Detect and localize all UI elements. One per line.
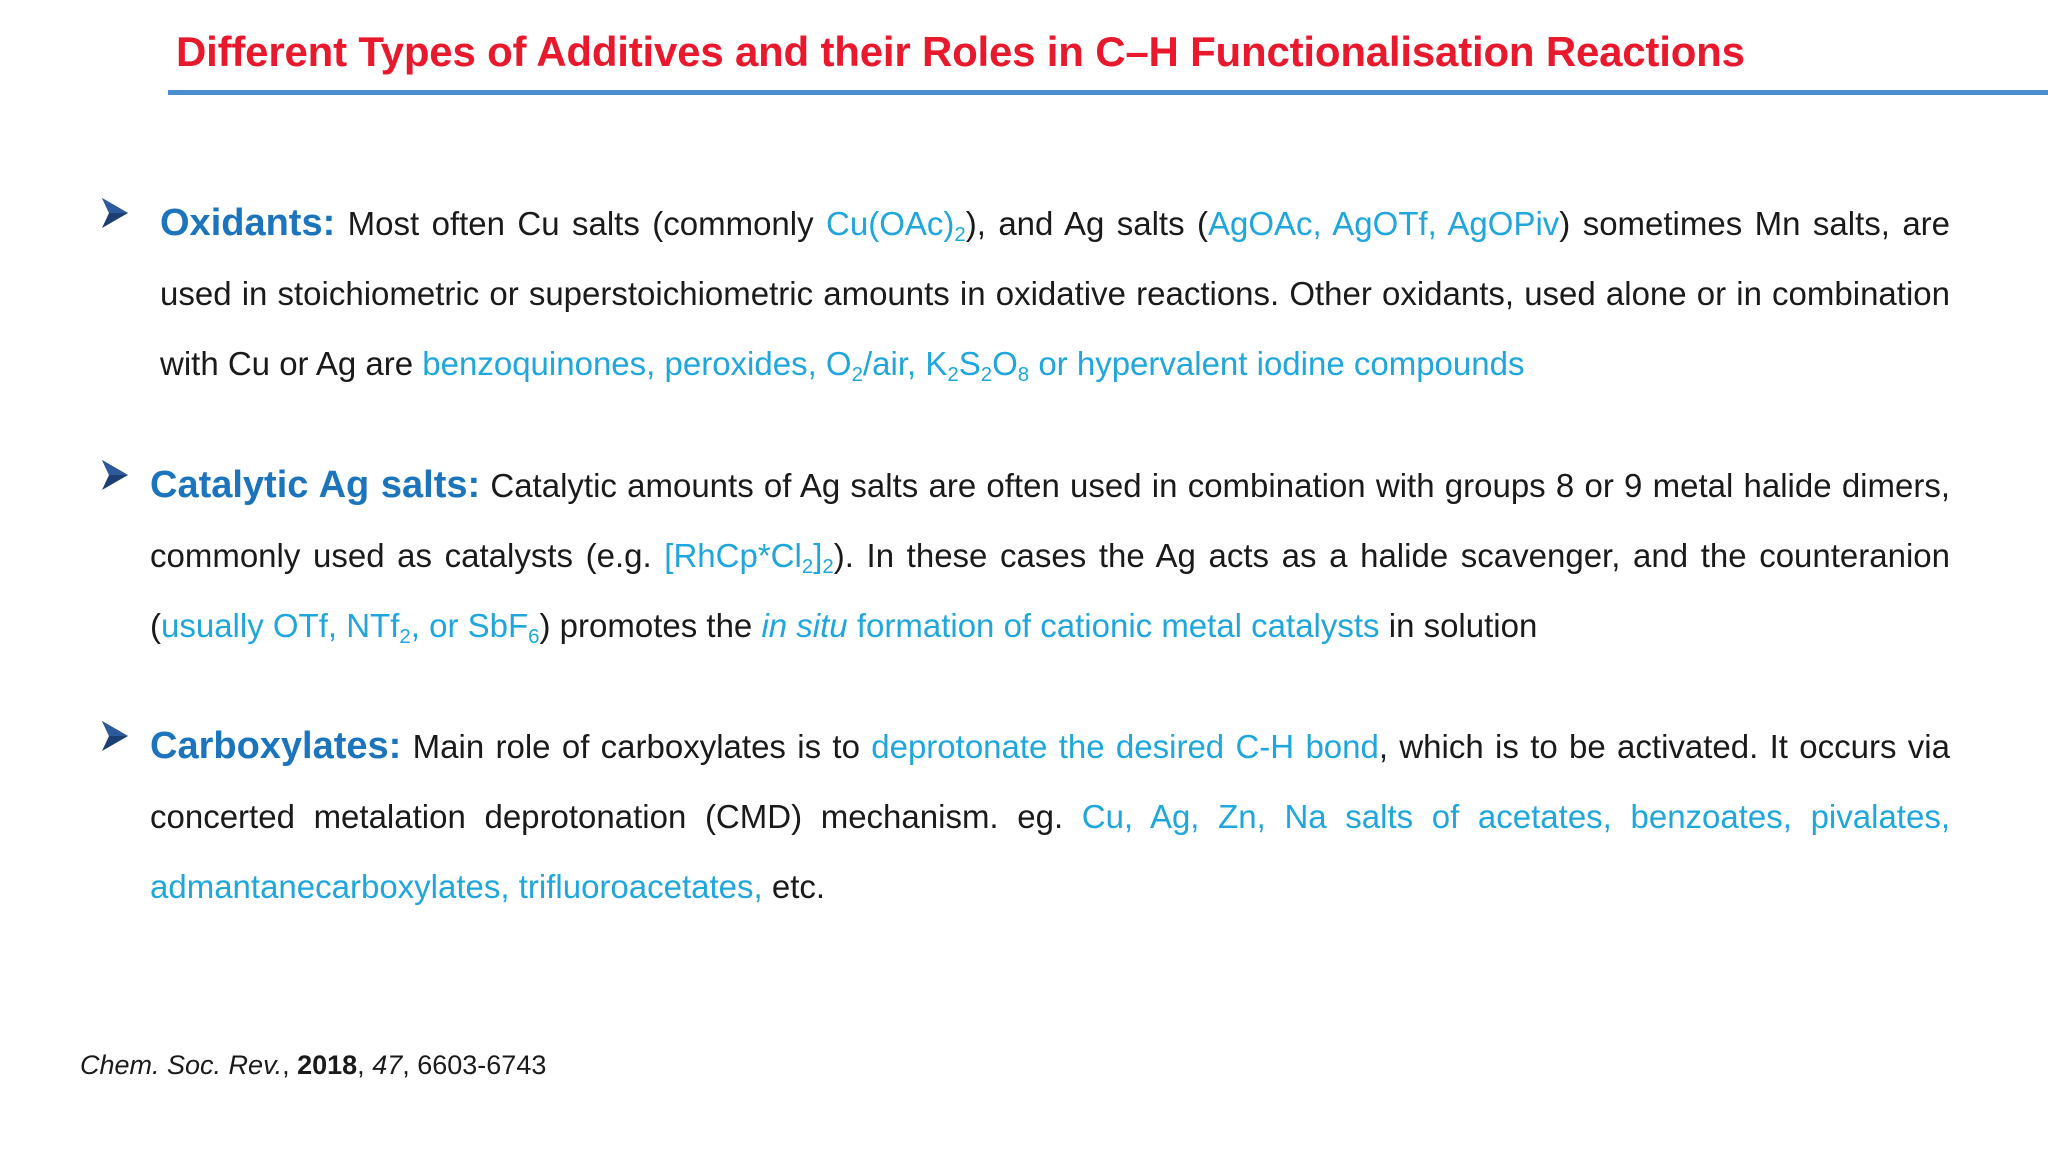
highlight-part: [RhCp*Cl <box>664 537 802 574</box>
highlight-text: deprotonate the desired C-H bond <box>871 728 1379 765</box>
highlight-part: Cu(OAc) <box>826 205 955 242</box>
citation-volume: 47 <box>372 1050 403 1080</box>
citation-pages: , 6603-6743 <box>402 1050 547 1080</box>
citation-separator: , <box>282 1050 298 1080</box>
bullet-oxidants-text <box>160 188 1950 399</box>
highlight-text <box>422 345 1525 387</box>
bullet-heading: Carboxylates: <box>150 725 402 767</box>
subscript: 2 <box>851 363 863 387</box>
body-text: , which is to be activated. It occurs via concerted metalation deprotonation (CMD) mechanism. eg. <box>150 728 1950 835</box>
bullet-carboxylates-text <box>150 711 1950 922</box>
body-text: etc. <box>762 868 826 905</box>
citation-journal: Chem. Soc. Rev. <box>80 1050 283 1080</box>
title-underline <box>168 90 2048 95</box>
highlight-part: ] <box>813 537 823 574</box>
highlight-text <box>826 205 966 247</box>
subscript: 8 <box>1017 363 1030 387</box>
body-text: Main role of carboxylates is to <box>401 728 872 765</box>
subscript: 6 <box>528 625 540 649</box>
subscript: 2 <box>947 363 959 387</box>
body-text: ), and Ag salts ( <box>965 205 1208 242</box>
arrowhead-bullet-icon <box>100 196 130 230</box>
body-text: Most often Cu salts (commonly <box>347 205 827 242</box>
arrowhead-bullet-icon <box>100 719 130 753</box>
highlight-text <box>161 607 540 649</box>
highlight-text <box>664 537 834 579</box>
subscript: 2 <box>954 223 966 247</box>
highlight-text: Cu, Ag, Zn, Na salts of acetates, benzoates, pivalates, admantanecarboxylates, trifluoroacetates, <box>150 798 1950 905</box>
body-text: in solution <box>1379 607 1538 644</box>
subscript: 2 <box>801 555 814 579</box>
citation-separator: , <box>357 1050 373 1080</box>
citation <box>80 1050 546 1081</box>
highlight-part: usually OTf, NTf <box>161 607 400 644</box>
bullet-heading: Catalytic Ag salts: <box>150 464 481 506</box>
subscript: 2 <box>822 555 834 579</box>
arrowhead-bullet-icon <box>100 458 130 492</box>
body-text: ) promotes the <box>539 607 762 644</box>
highlight-text: AgOAc, AgOTf, AgOPiv <box>1208 205 1560 242</box>
highlight-part: or hypervalent iodine compounds <box>1029 345 1525 382</box>
highlight-part: /air, K <box>862 345 948 382</box>
subscript: 2 <box>399 625 411 649</box>
highlight-text: formation of cationic metal catalysts <box>847 607 1380 644</box>
bullet-catalytic-text <box>150 450 1950 661</box>
body-text: ) sometimes Mn salts, are used in stoichiometric or superstoichiometric amounts in oxidative reactions. Other oxidants, used alone or in combination with Cu or Ag are <box>160 205 1951 382</box>
slide-title: Different Types of Additives and their Roles in C–H Functionalisation Reactions <box>176 28 1745 75</box>
highlight-part: , or SbF <box>410 607 529 644</box>
subscript: 2 <box>980 363 993 387</box>
bullet-heading: Oxidants: <box>160 202 336 244</box>
highlight-part: O <box>992 345 1018 382</box>
highlight-part: S <box>958 345 981 382</box>
body-text: ). In these cases the Ag acts as a halide scavenger, and the counteranion ( <box>150 537 1951 644</box>
italic-highlight: in situ <box>761 607 848 644</box>
body-text: Catalytic amounts of Ag salts are often used in combination with groups 8 or 9 metal halide dimers, commonly used as catalysts (e.g. <box>150 467 1951 574</box>
citation-year: 2018 <box>297 1050 358 1080</box>
highlight-part: benzoquinones, peroxides, O <box>422 345 852 382</box>
